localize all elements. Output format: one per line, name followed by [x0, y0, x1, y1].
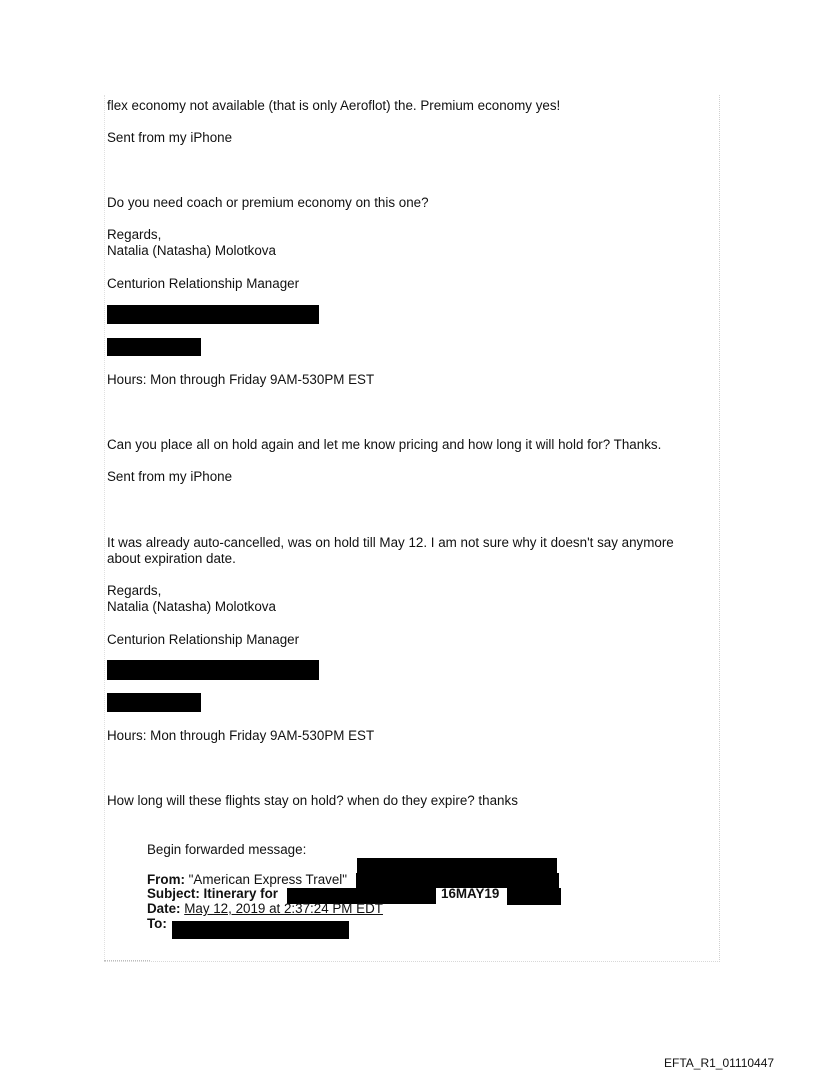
redaction-block	[107, 338, 201, 356]
signature-line: Sent from my iPhone	[107, 130, 233, 145]
redaction-block	[107, 305, 319, 324]
office-hours: Hours: Mon through Friday 9AM-530PM EST	[107, 728, 375, 743]
message-line: flex economy not available (that is only Aeroflot) the. Premium economy yes!	[107, 98, 561, 113]
forwarded-intro: Begin forwarded message:	[147, 842, 307, 857]
date-value: May 12, 2019 at 2:37:24 PM EDT	[184, 901, 383, 916]
office-hours: Hours: Mon through Friday 9AM-530PM EST	[107, 372, 375, 387]
date-label: Date:	[147, 901, 181, 916]
sender-title: Centurion Relationship Manager	[107, 632, 300, 647]
message-line: How long will these flights stay on hold? when do they expire? thanks	[107, 793, 518, 808]
redaction-block	[357, 858, 557, 874]
forward-subject-label: Subject: Itinerary for	[147, 886, 278, 901]
redaction-block	[507, 888, 561, 905]
redaction-block	[172, 921, 349, 939]
message-line: about expiration date.	[107, 551, 236, 566]
from-value: "American Express Travel"	[188, 872, 348, 887]
signature-line: Sent from my iPhone	[107, 469, 233, 484]
message-line: It was already auto-cancelled, was on hold till May 12. I am not sure why it doesn't say anymore	[107, 535, 674, 550]
forward-from-row	[147, 872, 347, 887]
forward-subject-code: 16MAY19	[441, 886, 500, 901]
from-label: From:	[147, 872, 185, 887]
email-frame-bottom-edge	[104, 960, 150, 961]
email-frame	[104, 95, 720, 962]
sender-name: Natalia (Natasha) Molotkova	[107, 243, 276, 258]
sender-name: Natalia (Natasha) Molotkova	[107, 599, 276, 614]
regards-line: Regards,	[107, 583, 162, 598]
regards-line: Regards,	[107, 227, 162, 242]
forward-date-row	[147, 901, 383, 916]
email-frame-left-edge	[104, 95, 105, 961]
message-line: Do you need coach or premium economy on this one?	[107, 195, 429, 210]
sender-title: Centurion Relationship Manager	[107, 276, 300, 291]
document-id: EFTA_R1_01110447	[664, 1056, 775, 1070]
redaction-block	[107, 660, 319, 680]
message-line: Can you place all on hold again and let me know pricing and how long it will hold for? Thanks.	[107, 437, 662, 452]
redaction-block	[107, 693, 201, 712]
forward-to-label: To:	[147, 916, 167, 931]
